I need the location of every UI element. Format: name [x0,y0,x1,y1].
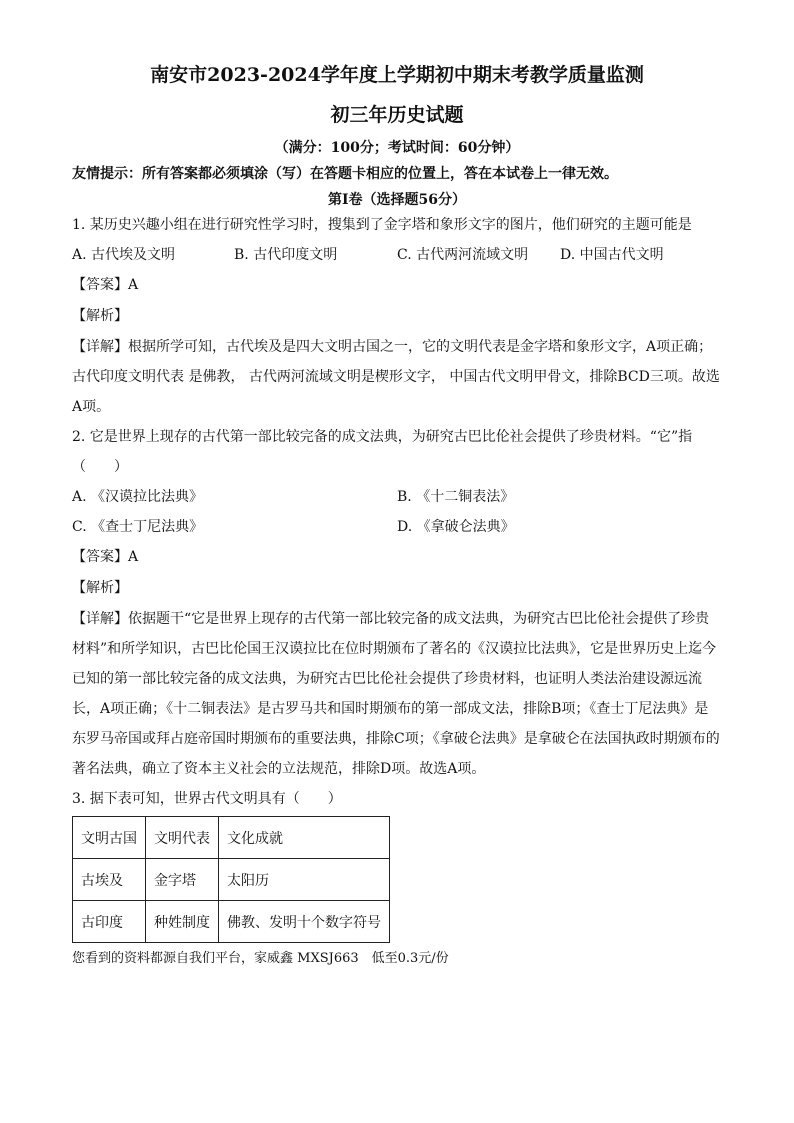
option-b: B. 《十二铜表法》 [397,489,515,505]
option-list [72,482,722,512]
civilization-table [72,816,390,943]
exam-title: 南安市2023-2024学年度上学期初中期末考教学质量监测 [150,64,644,86]
option-c: C. 古代两河流域文明 [397,247,529,263]
question-stem: 3. 据下表可知，世界古代文明具有（ ） [72,791,342,807]
table-cell: 金字塔 [146,859,219,901]
exam-meta: （满分：100分；考试时间：60分钟） [274,140,520,156]
table-cell: 古埃及 [73,859,146,901]
detail-text: 【详解】依据题干“它是世界上现存的古代第一部比较完备的成文法典，为研究古巴比伦社会提供了珍贵材料”和所学知识，古巴比伦国王汉谟拉比在位时期颁布了著名的《汉谟拉比法典》，它是世界历史上迄今已知的第一部比较完备的成文法典，为研究古巴比伦社会提供了珍贵材料，也证明人类法治建设源远流长，A项正确；《十二铜表法》是古罗马共和国时期颁布的第一部成文法，排除B项；《查士丁尼法典》是东罗马帝国或拜占庭帝国时期颁布的重要法典，排除C项；《拿破仑法典》是拿破仑在法国执政时期颁布的著名法典，确立了资本主义社会的立法规范，排除D项。故选A项。 [72,611,720,777]
exam-subtitle: 初三年历史试题 [330,104,464,126]
exam-notice: 友情提示：所有答案都必须填涂（写）在答题卡相应的位置上，答在本试卷上一律无效。 [72,166,618,182]
question-stem: 1. 某历史兴趣小组在进行研究性学习时，搜集到了金字塔和象形文字的图片，他们研究的主题可能是 [72,217,692,233]
table-cell: 古印度 [73,901,146,943]
option-c: C. 《查士丁尼法典》 [72,519,204,535]
answer-label: 【答案】A [72,549,139,565]
exam-page [72,62,722,969]
option-list [72,512,722,542]
question-1 [72,210,722,422]
table-header-cell: 文明古国 [73,817,146,859]
option-a: A. 古代埃及文明 [72,247,176,263]
question-3 [72,784,722,943]
analysis-label: 【解析】 [72,580,128,596]
section-heading: 第Ⅰ卷（选择题56分） [327,192,467,208]
option-b: B. 古代印度文明 [234,247,338,263]
option-a: A. 《汉谟拉比法典》 [72,489,204,505]
option-list [72,240,722,270]
option-d: D. 《拿破仑法典》 [397,519,515,535]
table-cell: 太阳历 [219,859,390,901]
analysis-label: 【解析】 [72,308,128,324]
question-stem: 2. 它是世界上现存的古代第一部比较完备的成文法典，为研究古巴比伦社会提供了珍贵材料。“它”指（ ） [72,429,693,475]
table-cell: 佛教、发明十个数字符号 [219,901,390,943]
answer-label: 【答案】A [72,277,139,293]
table-row [73,817,390,859]
table-header-cell: 文明代表 [146,817,219,859]
table-cell: 种姓制度 [146,901,219,943]
table-row [73,901,390,943]
option-d: D. 中国古代文明 [560,247,664,263]
table-row [73,859,390,901]
question-2 [72,422,722,784]
detail-text: 【详解】根据所学可知，古代埃及是四大文明古国之一，它的文明代表是金字塔和象形文字，A项正确；古代印度文明代表 是佛教， 古代两河流域文明是楔形文字， 中国古代文明甲骨文，排除BCD三项。故选A项。 [72,339,720,415]
table-header-cell: 文化成就 [219,817,390,859]
footer-watermark: 您看到的资料都源自我们平台，家威鑫 MXSJ663 低至0.3元/份 [72,951,449,966]
